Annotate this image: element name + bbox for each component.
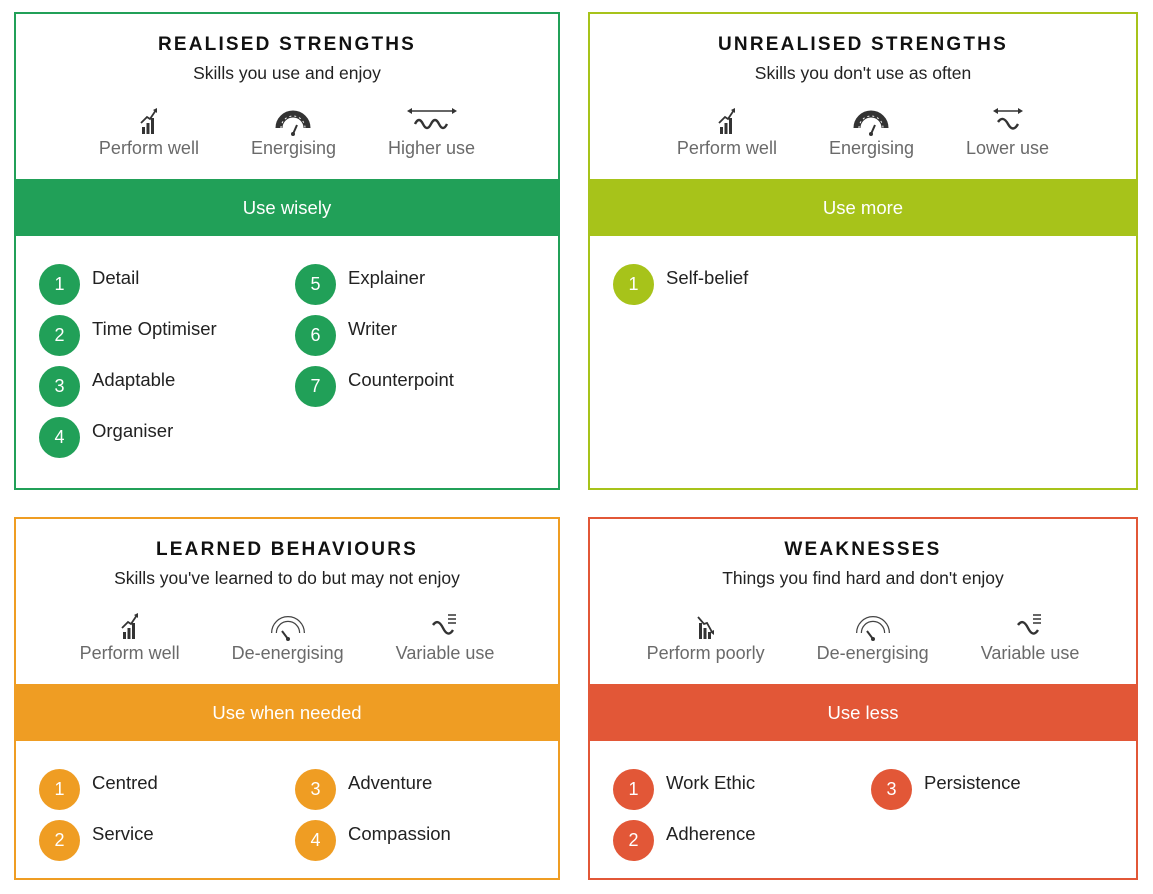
item-label: Service bbox=[92, 823, 154, 844]
higher-use-icon bbox=[406, 106, 458, 136]
item-label: Persistence bbox=[924, 772, 1021, 793]
card-subtitle: Skills you've learned to do but may not enjoy bbox=[114, 568, 460, 588]
realised-strengths-card bbox=[14, 12, 560, 490]
item-number-badge: 4 bbox=[39, 417, 80, 458]
list-item bbox=[613, 765, 755, 810]
item-label: Counterpoint bbox=[348, 369, 454, 390]
list-item bbox=[613, 260, 748, 305]
indicator-label: De-energising bbox=[231, 643, 344, 663]
item-label: Organiser bbox=[92, 420, 174, 441]
item-number-badge: 5 bbox=[295, 264, 336, 305]
indicator-perform-well bbox=[80, 611, 180, 664]
list-item bbox=[39, 311, 217, 356]
weaknesses-card bbox=[588, 517, 1138, 880]
item-number-badge: 1 bbox=[613, 769, 654, 810]
unrealised-strengths-card bbox=[588, 12, 1138, 490]
indicator-lower-use bbox=[966, 106, 1049, 159]
item-number-badge: 7 bbox=[295, 366, 336, 407]
indicator-variable-use bbox=[396, 611, 495, 664]
perform-well-icon bbox=[104, 611, 156, 641]
perform-poorly-icon bbox=[680, 611, 732, 641]
item-label: Centred bbox=[92, 772, 158, 793]
indicator-perform-poorly bbox=[647, 611, 765, 664]
list-item bbox=[39, 413, 173, 458]
item-label: Detail bbox=[92, 267, 140, 288]
indicator-label: De-energising bbox=[816, 643, 929, 663]
list-item bbox=[39, 362, 175, 407]
item-label: Time Optimiser bbox=[92, 318, 217, 339]
item-number-badge: 1 bbox=[613, 264, 654, 305]
list-item bbox=[39, 260, 139, 305]
perform-well-icon bbox=[701, 106, 753, 136]
variable-use-icon bbox=[419, 611, 471, 641]
list-item bbox=[295, 260, 425, 305]
card-title: LEARNED BEHAVIOURS bbox=[156, 539, 418, 560]
indicator-label: Lower use bbox=[966, 138, 1050, 158]
indicator-energising bbox=[251, 106, 336, 159]
card-title: WEAKNESSES bbox=[784, 539, 942, 560]
item-label: Self-belief bbox=[666, 267, 749, 288]
item-number-badge: 1 bbox=[39, 769, 80, 810]
indicator-row bbox=[590, 106, 1136, 159]
de-energising-icon bbox=[262, 611, 314, 641]
item-number-badge: 6 bbox=[295, 315, 336, 356]
indicator-label: Perform well bbox=[79, 643, 180, 663]
indicator-label: Energising bbox=[250, 138, 337, 158]
recommendation-banner: Use more bbox=[590, 179, 1136, 236]
indicator-label: Variable use bbox=[980, 643, 1080, 663]
item-number-badge: 2 bbox=[613, 820, 654, 861]
item-number-badge: 3 bbox=[295, 769, 336, 810]
list-item bbox=[295, 816, 451, 861]
list-item bbox=[613, 816, 755, 861]
indicator-energising bbox=[829, 106, 914, 159]
de-energising-icon bbox=[847, 611, 899, 641]
indicator-label: Higher use bbox=[388, 138, 476, 158]
indicator-de-energising bbox=[817, 611, 929, 664]
indicator-label: Variable use bbox=[395, 643, 495, 663]
recommendation-banner: Use less bbox=[590, 684, 1136, 741]
indicator-row bbox=[590, 611, 1136, 664]
indicator-label: Perform poorly bbox=[646, 643, 765, 663]
item-number-badge: 1 bbox=[39, 264, 80, 305]
card-title: UNREALISED STRENGTHS bbox=[718, 34, 1008, 55]
item-label: Work Ethic bbox=[666, 772, 756, 793]
perform-well-icon bbox=[123, 106, 175, 136]
item-label: Adventure bbox=[348, 772, 433, 793]
indicator-label: Perform well bbox=[676, 138, 777, 158]
list-item bbox=[295, 311, 397, 356]
item-number-badge: 4 bbox=[295, 820, 336, 861]
indicator-perform-well bbox=[99, 106, 199, 159]
energising-icon bbox=[845, 106, 897, 136]
lower-use-icon bbox=[982, 106, 1034, 136]
card-subtitle: Skills you don't use as often bbox=[754, 63, 972, 83]
item-label: Explainer bbox=[348, 267, 426, 288]
card-subtitle: Skills you use and enjoy bbox=[193, 63, 381, 83]
item-label: Adherence bbox=[666, 823, 756, 844]
variable-use-icon bbox=[1004, 611, 1056, 641]
item-number-badge: 2 bbox=[39, 820, 80, 861]
indicator-label: Energising bbox=[828, 138, 915, 158]
indicator-higher-use bbox=[388, 106, 475, 159]
list-item bbox=[295, 765, 432, 810]
item-label: Writer bbox=[348, 318, 397, 339]
list-item bbox=[871, 765, 1021, 810]
card-subtitle: Things you find hard and don't enjoy bbox=[722, 568, 1004, 588]
item-number-badge: 2 bbox=[39, 315, 80, 356]
item-number-badge: 3 bbox=[39, 366, 80, 407]
learned-behaviours-card bbox=[14, 517, 560, 880]
indicator-row bbox=[16, 106, 558, 159]
indicator-perform-well bbox=[677, 106, 777, 159]
item-label: Adaptable bbox=[92, 369, 176, 390]
item-number-badge: 3 bbox=[871, 769, 912, 810]
list-item bbox=[295, 362, 454, 407]
item-label: Compassion bbox=[348, 823, 451, 844]
indicator-label: Perform well bbox=[98, 138, 199, 158]
recommendation-banner: Use when needed bbox=[16, 684, 558, 741]
indicator-de-energising bbox=[232, 611, 344, 664]
list-item bbox=[39, 816, 154, 861]
indicator-row bbox=[16, 611, 558, 664]
recommendation-banner: Use wisely bbox=[16, 179, 558, 236]
list-item bbox=[39, 765, 158, 810]
energising-icon bbox=[267, 106, 319, 136]
indicator-variable-use bbox=[981, 611, 1080, 664]
card-title: REALISED STRENGTHS bbox=[157, 34, 417, 55]
